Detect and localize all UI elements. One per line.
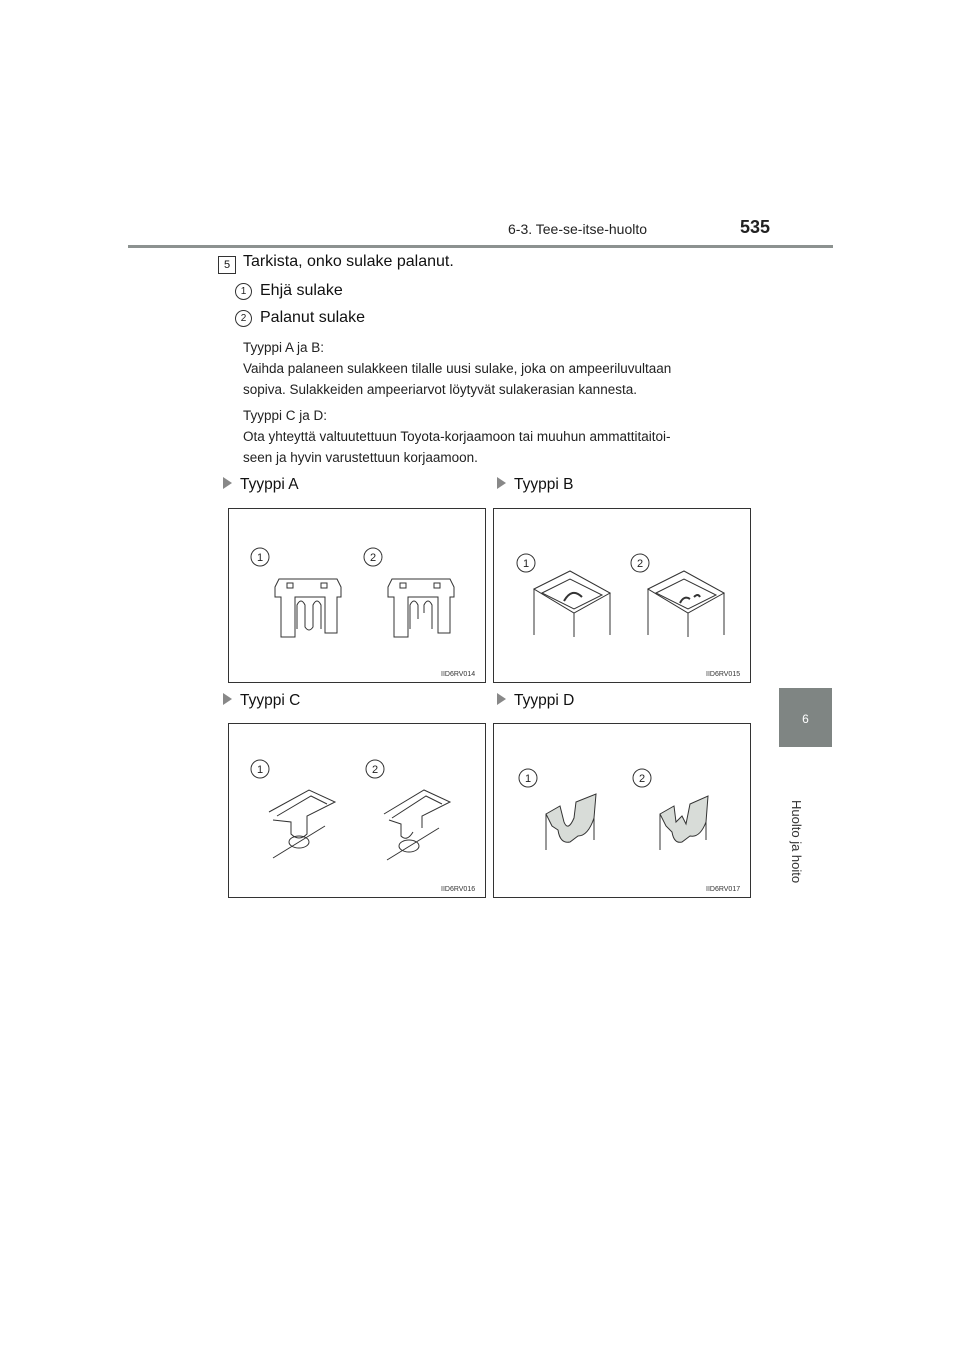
figure-type-a bbox=[228, 508, 486, 683]
note-line: Ota yhteyttä valtuutettuun Toyota-korjaamoon tai muuhun ammattitaitoi- bbox=[243, 429, 671, 444]
figure-type-c bbox=[228, 723, 486, 898]
figure-code: IID6RV017 bbox=[706, 886, 741, 893]
chapter-number: 6 bbox=[802, 712, 809, 726]
fuse-type-d-illustration bbox=[494, 724, 750, 897]
label-type-d: Tyyppi D bbox=[497, 692, 574, 710]
fuse-type-a-illustration bbox=[229, 509, 485, 682]
item-2-number: 2 bbox=[235, 310, 252, 327]
svg-text:1: 1 bbox=[256, 764, 264, 776]
label-type-a: Tyyppi A bbox=[223, 476, 299, 494]
item-2-label: Palanut sulake bbox=[260, 309, 365, 326]
svg-text:1: 1 bbox=[522, 558, 530, 570]
svg-text:1: 1 bbox=[256, 552, 264, 564]
header-rule bbox=[128, 245, 833, 248]
note-type-c-d bbox=[243, 405, 743, 468]
triangle-bullet-icon bbox=[497, 693, 506, 705]
svg-text:2: 2 bbox=[636, 558, 644, 570]
figure-type-b bbox=[493, 508, 751, 683]
figure-code: IID6RV015 bbox=[706, 671, 741, 678]
label-type-b: Tyyppi B bbox=[497, 476, 573, 494]
figure-code: IID6RV014 bbox=[441, 671, 476, 678]
figure-code: IID6RV016 bbox=[441, 886, 476, 893]
svg-text:1: 1 bbox=[524, 773, 532, 785]
item-1-label: Ehjä sulake bbox=[260, 282, 343, 299]
note-heading: Tyyppi C ja D: bbox=[243, 408, 328, 423]
triangle-bullet-icon bbox=[223, 693, 232, 705]
svg-text:2: 2 bbox=[371, 764, 379, 776]
note-line: sopiva. Sulakkeiden ampeeriarvot löytyvät sulakerasian kannesta. bbox=[243, 382, 637, 397]
note-heading: Tyyppi A ja B: bbox=[243, 340, 325, 355]
triangle-bullet-icon bbox=[223, 477, 232, 489]
triangle-bullet-icon bbox=[497, 477, 506, 489]
note-type-a-b bbox=[243, 337, 743, 400]
step-number-box: 5 bbox=[218, 256, 236, 274]
svg-text:2: 2 bbox=[369, 552, 377, 564]
fuse-type-b-illustration bbox=[494, 509, 750, 682]
svg-text:2: 2 bbox=[638, 773, 646, 785]
note-line: Vaihda palaneen sulakkeen tilalle uusi sulake, joka on ampeeriluvultaan bbox=[243, 361, 672, 376]
item-1-number: 1 bbox=[235, 283, 252, 300]
page-number: 535 bbox=[740, 217, 771, 237]
figure-type-d bbox=[493, 723, 751, 898]
note-line: seen ja hyvin varustettuun korjaamoon. bbox=[243, 450, 478, 465]
section-title: 6-3. Tee-se-itse-huolto bbox=[508, 221, 648, 237]
fuse-type-c-illustration bbox=[229, 724, 485, 897]
step-text: Tarkista, onko sulake palanut. bbox=[243, 253, 454, 270]
chapter-label: Huolto ja hoito bbox=[789, 800, 804, 884]
label-type-c: Tyyppi C bbox=[223, 692, 300, 710]
